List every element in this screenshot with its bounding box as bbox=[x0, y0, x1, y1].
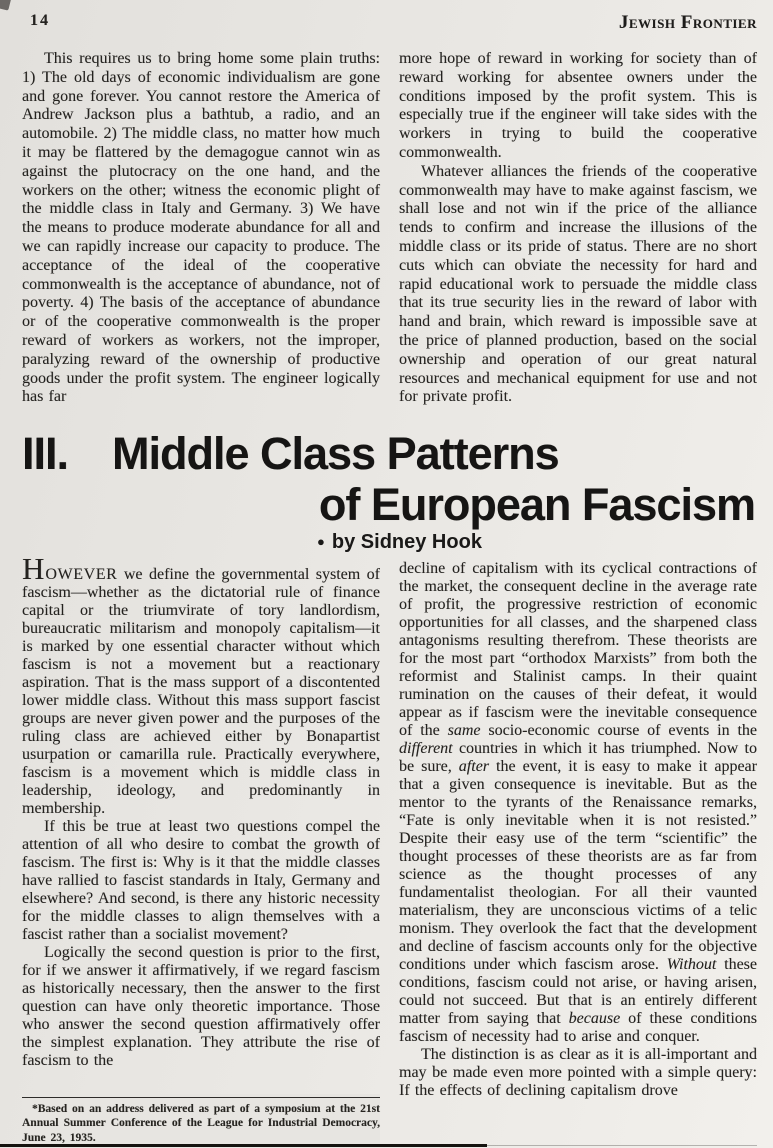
page-number: 14 bbox=[30, 12, 50, 29]
paragraph: The distinction is as clear as it is all-important and may be made even more pointed with a simple query: If the effects of declining capitalism drove bbox=[399, 1046, 757, 1099]
paragraph: Whatever alliances the friends of the cooperative commonwealth may have to make against fascism, we shall lose and not win if the price of the alliance tends to confirm and increase the illusions of the middle class or its pride of status. There are no short cuts which can obviate the necessity for hard and rapid educational work to persuade the middle class that its true security lies in the reward of labor with hand and brain, which reward is impossible save at the price of planned production, based on the social ownership and operation of our great natural resources and mechanical equipment for use and not for private profit. bbox=[399, 162, 757, 406]
paragraph-text: we define the governmental system of fascism—whether as the dictatorial rule of finance capital or the triumvirate of tory landlordism, bureaucratic militarism and monopoly capitalism—it is marked by one essential character without which fascism is not a movement but a reactionary aspiration. That is the mass support of a discontented lower middle class. Without this mass support fascist groups are never given power and the purposes of the ruling class are achieved either by Bonapartist usurpation or camarilla rule. Practically everywhere, fascism is a movement which is middle class in leadership, ideology, and predominantly in membership. bbox=[22, 566, 380, 817]
paragraph: Logically the second question is prior to the first, for if we answer it affirmatively, if we regard fascism as historically necessary, then the answer to the first question can have only theoretic importance. Those who answer the second question affirmatively offer the simplest explanation. They attribute the rise of fascism to the bbox=[22, 944, 380, 1069]
article-title-line-2: of European Fascism bbox=[318, 479, 755, 530]
footnote-rule bbox=[22, 1097, 380, 1098]
intro-right-column bbox=[399, 50, 757, 428]
drop-cap: H bbox=[22, 551, 46, 586]
body-left-column bbox=[22, 546, 380, 1148]
byline bbox=[32, 530, 767, 554]
scan-artifact-corner bbox=[0, 0, 11, 11]
paragraph bbox=[22, 551, 380, 818]
paragraph: This requires us to bring home some plain truths: 1) The old days of economic individualism are gone and gone forever. You cannot restore the America of Andrew Jackson plus a bathtub, a radio, and an automobile. 2) The middle class, no matter how much it may be flattered by the demagogue cannot win as against the plutocracy on the one hand, and the workers on the other; witness the economic plight of the middle class in Italy and Germany. 3) We have the means to produce moderate abundance for all and we can rapidly increase our capacity to produce. The acceptance of the ideal of the cooperative commonwealth is the acceptance of abundance, not of poverty. 4) The basis of the acceptance of abundance or of the cooperative commonwealth is the proper reward of workers as workers, not the improper, paralyzing reward of the ownership of productive goods under the profit system. The engineer logically has far bbox=[22, 50, 380, 406]
body-right-column bbox=[399, 546, 757, 1148]
bullet-icon: ● bbox=[317, 534, 325, 549]
footnote bbox=[22, 1094, 380, 1146]
byline-text: by Sidney Hook bbox=[331, 531, 482, 553]
article-body bbox=[22, 546, 757, 1148]
intro-section bbox=[22, 50, 757, 428]
footnote-text: *Based on an address delivered as part of a symposium at the 21st Annual Summer Conference of the League for Industrial Democracy, June 23, 1935. bbox=[22, 1102, 380, 1144]
masthead: Jewish Frontier bbox=[618, 12, 757, 33]
paragraph: If this be true at least two questions compel the attention of all who desire to combat the growth of fascism. The first is: Why is it that the middle classes have rallied to fascist standards in Italy, Germany and elsewhere? And second, is there any historic necessity for the middle classes to align themselves with a fascist rather than a socialist movement? bbox=[22, 818, 380, 943]
opening-word-caps: OWEVER bbox=[45, 566, 118, 583]
intro-left-column bbox=[22, 50, 380, 428]
running-head bbox=[22, 12, 757, 34]
article-title bbox=[22, 428, 757, 530]
article-title-line-1: III. Middle Class Patterns bbox=[22, 428, 559, 479]
paragraph: decline of capitalism with its cyclical contractions of the market, the consequent decline in the average rate of profit, the progressive restriction of economic opportunities for all classes, and the sharpened class antagonisms resulting therefrom. These theorists are for the most part “orthodox Marxists” from both the reformist and Stalinist camps. In their quaint rumination on the causes of their defeat, it would appear as if fascism were the inevitable consequence of the same socio-economic course of events in the different countries in which it has triumphed. Now to be sure, after the event, it is easy to make it appear that a given consequence is inevitable. But as the mentor to the tyrants of the Renaissance remarks, “Fate is only inevitable when it is not resisted.” Despite their easy use of the term “scientific” the thought processes of these theorists are as far from science as the thought processes of any fundamentalist theologian. For all their vaunted materialism, they are unconscious victims of a telic monism. They overlook the fact that the development and decline of fascism accounts only for the objective conditions under which fascism arose. Without these conditions, fascism could not arise, or having arisen, could not succeed. But that is an entirely different matter from saying that because of these conditions fascism of necessity had to arise and conquer. bbox=[399, 560, 757, 1045]
scan-artifact-line bbox=[0, 1144, 487, 1147]
paragraph: more hope of reward in working for society than of reward working for absentee owners under the conditions imposed by the profit system. This is especially true if the engineer will take sides with the workers in trying to build the cooperative commonwealth. bbox=[399, 50, 757, 161]
